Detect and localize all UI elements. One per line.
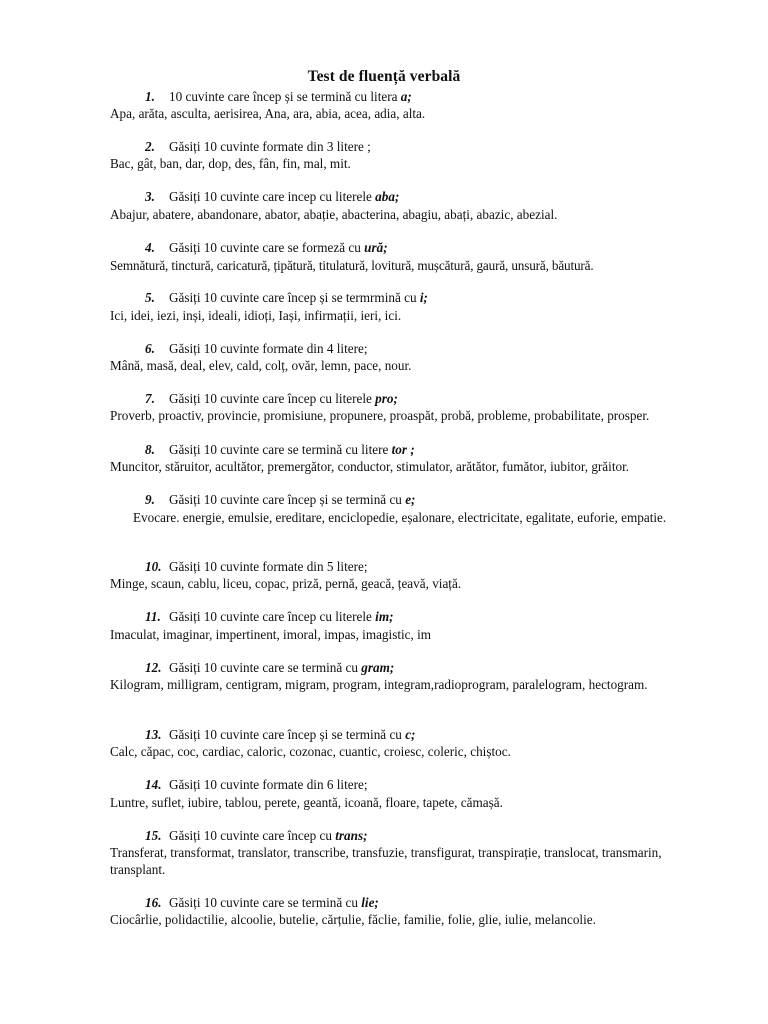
- question-number: 7.: [145, 391, 155, 406]
- answer-4: Semnătură, tinctură, caricatură, țipătură, titulatură, lovitură, mușcătură, gaură, unsură, băutură.: [110, 258, 594, 273]
- question-keyword: pro;: [375, 391, 398, 406]
- question-11: [145, 609, 393, 625]
- question-7: [145, 391, 398, 407]
- question-prompt: Găsiți 10 cuvinte care incep cu literele: [169, 189, 376, 204]
- answer-7: Proverb, proactiv, provincie, promisiune, propunere, proaspăt, probă, probleme, probabilitate, prosper.: [110, 408, 650, 423]
- question-number: 12.: [145, 660, 162, 675]
- question-prompt: Găsiți 10 cuvinte formate din 4 litere;: [169, 341, 368, 356]
- question-keyword: aba;: [375, 189, 400, 204]
- question-prompt: Găsiți 10 cuvinte formate din 3 litere ;: [169, 139, 371, 154]
- question-5: [145, 290, 428, 306]
- question-prompt: Găsiți 10 cuvinte formate din 6 litere;: [169, 777, 368, 792]
- answer-3: Abajur, abatere, abandonare, abator, abație, abacterina, abagiu, abați, abazic, abezial.: [110, 207, 558, 222]
- question-keyword: gram;: [361, 660, 395, 675]
- answer-11: Imaculat, imaginar, impertinent, imoral, impas, imagistic, im: [110, 627, 432, 642]
- question-number: 13.: [145, 727, 162, 742]
- question-keyword: i;: [419, 290, 428, 305]
- question-16: [145, 895, 379, 911]
- question-2: [145, 139, 371, 155]
- question-keyword: c;: [405, 727, 416, 742]
- document-title: Test de fluență verbală: [307, 68, 461, 85]
- question-4: [145, 240, 388, 256]
- question-14: [145, 777, 368, 793]
- answer-2: Bac, gât, ban, dar, dop, des, fân, fin, mal, mit.: [110, 156, 351, 171]
- question-prompt: Găsiți 10 cuvinte care încep și se termină cu: [169, 727, 406, 742]
- question-number: 2.: [145, 139, 155, 154]
- question-prompt: Găsiți 10 cuvinte care se termină cu: [169, 895, 362, 910]
- question-9: [145, 492, 415, 508]
- question-keyword: tor ;: [391, 442, 415, 457]
- question-15: [145, 828, 368, 844]
- question-prompt: 10 cuvinte care încep și se termină cu litera: [169, 89, 401, 104]
- question-number: 10.: [145, 559, 162, 574]
- question-number: 16.: [145, 895, 162, 910]
- question-prompt: Găsiți 10 cuvinte care se termină cu litere: [169, 442, 392, 457]
- question-prompt: Găsiți 10 cuvinte care se formeză cu: [169, 240, 365, 255]
- question-number: 6.: [145, 341, 155, 356]
- answer-15: Transferat, transformat, translator, transcribe, transfuzie, transfigurat, transpirație, translocat, transmarin, transplant.: [110, 845, 662, 877]
- question-number: 8.: [145, 442, 155, 457]
- question-keyword: e;: [405, 492, 416, 507]
- answer-10: Minge, scaun, cablu, liceu, copac, priză, pernă, geacă, țeavă, viață.: [110, 576, 462, 591]
- answer-8: Muncitor, stăruitor, acultător, premergător, conductor, stimulator, arătător, fumător, iubitor, grăitor.: [110, 459, 630, 474]
- answer-9: Evocare. energie, emulsie, ereditare, enciclopedie, eșalonare, electricitate, egalitate, euforie, empatie.: [133, 510, 667, 525]
- question-10: [145, 559, 368, 575]
- answer-14: Luntre, suflet, iubire, tablou, perete, geantă, icoană, floare, tapete, cămașă.: [110, 795, 503, 810]
- question-13: [145, 727, 415, 743]
- question-keyword: trans;: [335, 828, 368, 843]
- question-prompt: Găsiți 10 cuvinte care încep cu literele: [169, 609, 376, 624]
- question-number: 4.: [145, 240, 155, 255]
- question-number: 5.: [145, 290, 155, 305]
- question-8: [145, 442, 415, 458]
- question-number: 15.: [145, 828, 162, 843]
- question-12: [145, 660, 394, 676]
- question-1: [145, 89, 412, 105]
- answer-12: Kilogram, milligram, centigram, migram, program, integram,radioprogram, paralelogram, hectogram.: [110, 677, 648, 692]
- answer-16: Ciocârlie, polidactilie, alcoolie, butelie, cărțulie, făclie, familie, folie, glie, iulie, melancolie.: [110, 912, 596, 927]
- question-prompt: Găsiți 10 cuvinte care încep cu: [169, 828, 336, 843]
- question-prompt: Găsiți 10 cuvinte care încep și se termrmină cu: [169, 290, 420, 305]
- question-number: 11.: [145, 609, 161, 624]
- question-prompt: Găsiți 10 cuvinte formate din 5 litere;: [169, 559, 368, 574]
- answer-13: Calc, căpac, coc, cardiac, caloric, cozonac, cuantic, croiesc, coleric, chiștoc.: [110, 744, 511, 759]
- question-number: 14.: [145, 777, 162, 792]
- answer-1: Apa, arăta, asculta, aerisirea, Ana, ara, abia, acea, adia, alta.: [110, 106, 426, 121]
- question-number: 9.: [145, 492, 155, 507]
- question-number: 3.: [145, 189, 155, 204]
- answer-5: Ici, idei, iezi, inși, ideali, idioți, Iași, infirmații, ieri, ici.: [110, 308, 402, 323]
- question-3: [145, 189, 399, 205]
- question-6: [145, 341, 368, 357]
- question-keyword: ură;: [364, 240, 388, 255]
- question-prompt: Găsiți 10 cuvinte care încep și se termină cu: [169, 492, 406, 507]
- question-prompt: Găsiți 10 cuvinte care se termină cu: [169, 660, 362, 675]
- question-keyword: a;: [400, 89, 412, 104]
- question-keyword: im;: [375, 609, 394, 624]
- question-prompt: Găsiți 10 cuvinte care încep cu literele: [169, 391, 376, 406]
- question-number: 1.: [145, 89, 155, 104]
- answer-6: Mână, masă, deal, elev, cald, colț, ovăr, lemn, pace, nour.: [110, 358, 412, 373]
- question-keyword: lie;: [361, 895, 379, 910]
